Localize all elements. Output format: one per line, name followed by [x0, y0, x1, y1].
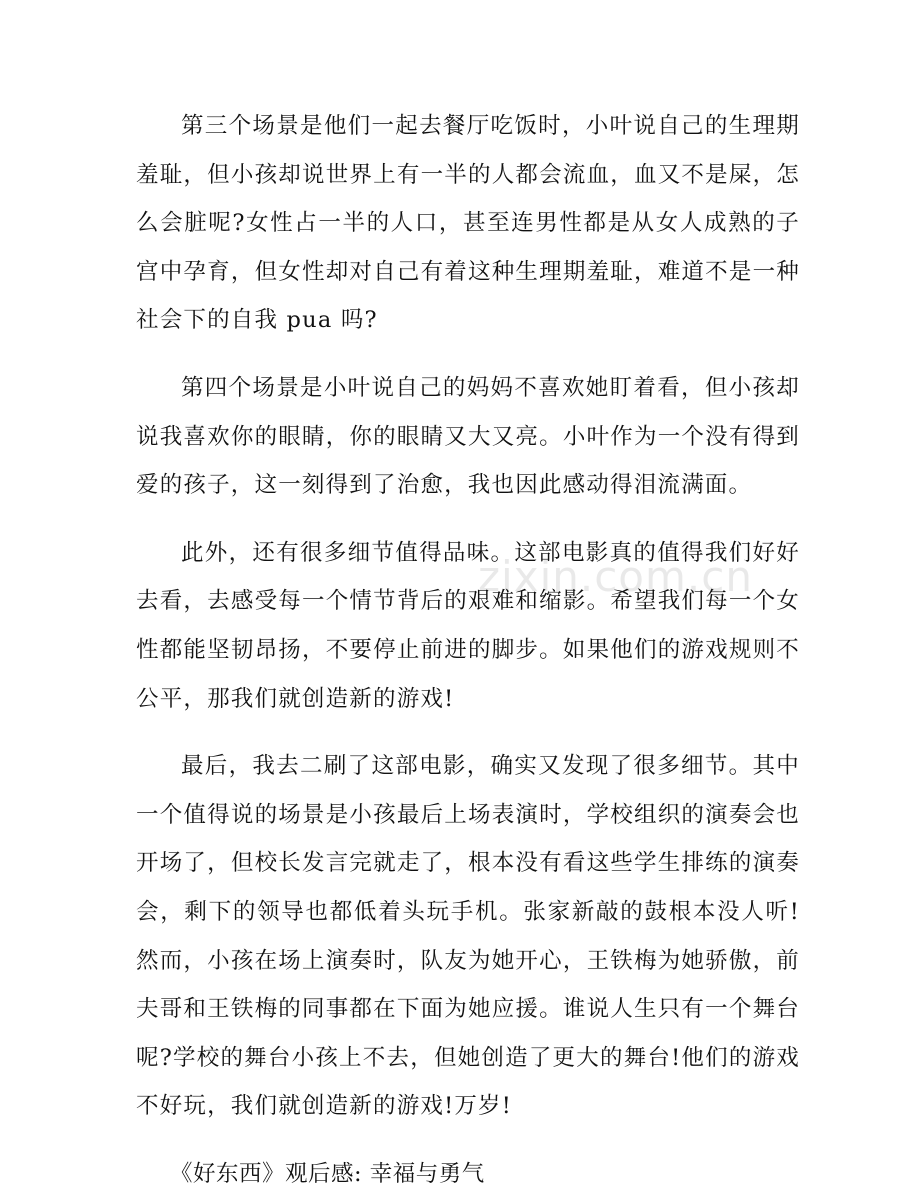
- section-heading: 《好东西》观后感: 幸福与勇气: [170, 1160, 485, 1187]
- document-body: [136, 102, 800, 1198]
- paragraph-second-viewing: 最后，我去二刷了这部电影，确实又发现了很多细节。其中一个值得说的场景是小孩最后上场表演时，学校组织的演奏会也开场了，但校长发言完就走了，根本没有看这些学生排练的演奏会，剩下的领导也都低着头玩手机。张家新敲的鼓根本没人听!然而，小孩在场上演奏时，队友为她开心，王铁梅为她骄傲，前夫哥和王铁梅的同事都在下面为她应援。谁说人生只有一个舞台呢?学校的舞台小孩上不去，但她创造了更大的舞台!他们的游戏不好玩，我们就创造新的游戏!万岁!: [136, 753, 800, 1120]
- paragraph-details: 此外，还有很多细节值得品味。这部电影真的值得我们好好去看，去感受每一个情节背后的艰难和缩影。希望我们每一个女性都能坚韧昂扬，不要停止前进的脚步。如果他们的游戏规则不公平，那我们就创造新的游戏!: [136, 539, 800, 712]
- paragraph-scene-three: 第三个场景是他们一起去餐厅吃饭时，小叶说自己的生理期羞耻，但小孩却说世界上有一半的人都会流血，血又不是屎，怎么会脏呢?女性占一半的人口，甚至连男性都是从女人成熟的子宫中孕育，但女性却对自己有着这种生理期羞耻，难道不是一种社会下的自我 pua 吗?: [136, 113, 800, 334]
- watermark: zixin.com.cn: [478, 552, 753, 601]
- paragraph-scene-four: 第四个场景是小叶说自己的妈妈不喜欢她盯着看，但小孩却说我喜欢你的眼睛，你的眼睛又大又亮。小叶作为一个没有得到爱的孩子，这一刻得到了治愈，我也因此感动得泪流满面。: [136, 374, 800, 499]
